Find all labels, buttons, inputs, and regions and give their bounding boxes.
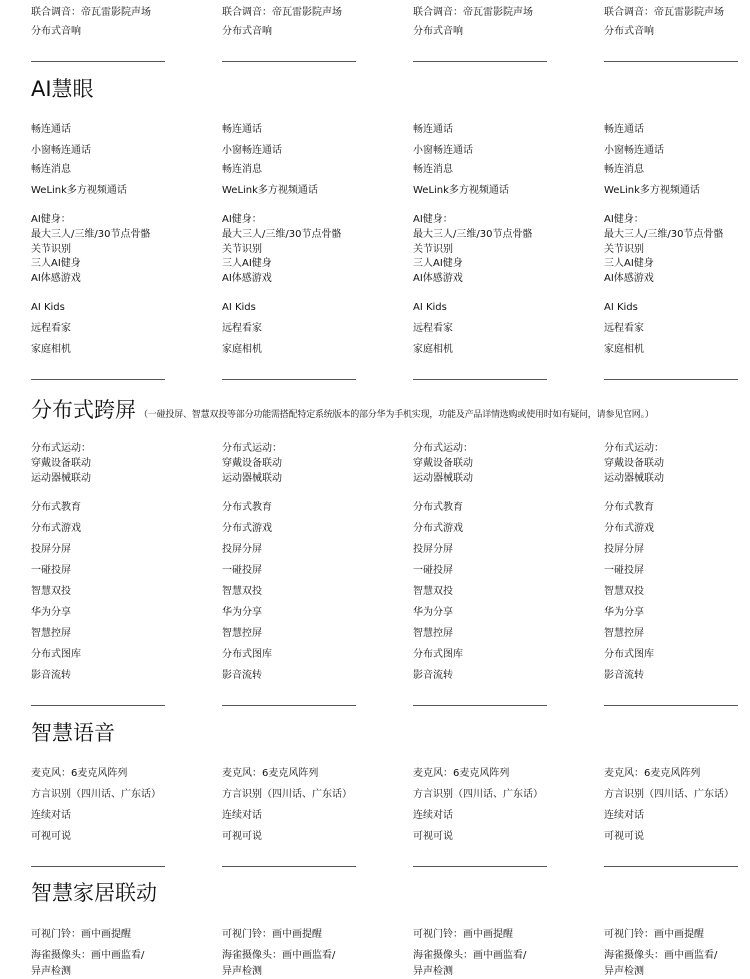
spec-line: 影音流转 [31,670,71,681]
spec-line: AI Kids [31,302,65,313]
spec-line: WeLink多方视频通话 [31,185,127,196]
spec-line: 智慧双投 [31,586,71,597]
spec-line: AI健身： [413,214,453,225]
spec-line: 可视门铃：画中画提醒 [604,929,704,940]
spec-line: 三人AI健身 [604,258,654,269]
spec-line: AI健身： [31,214,71,225]
spec-line: 方言识别（四川话、广东话） [222,789,352,800]
divider [604,379,738,380]
spec-line: 小窗畅连通话 [222,145,282,156]
spec-line: 异声检测 [413,966,453,977]
spec-line: 投屏分屏 [413,544,453,555]
spec-line: 海雀摄像头：画中画监看/ [31,950,145,961]
spec-line: 远程看家 [413,323,453,334]
spec-line: 小窗畅连通话 [604,145,664,156]
section-title-text: 智慧语音 [31,721,115,745]
spec-line: 分布式音响 [413,26,463,37]
spec-line: 异声检测 [222,966,262,977]
spec-line: 联合调音：帝瓦雷影院声场 [604,7,724,18]
spec-line: 影音流转 [413,670,453,681]
spec-line: 分布式运动： [222,443,282,454]
spec-line: 畅连消息 [222,164,262,175]
spec-line: AI体感游戏 [222,273,272,284]
spec-line: 关节识别 [413,244,453,255]
spec-line: 一碰投屏 [222,565,262,576]
spec-line: 分布式图库 [413,649,463,660]
divider [222,379,356,380]
spec-line: 华为分享 [604,607,644,618]
spec-line: 分布式图库 [222,649,272,660]
spec-line: 小窗畅连通话 [31,145,91,156]
spec-line: 畅连消息 [413,164,453,175]
spec-line: 投屏分屏 [604,544,644,555]
divider [413,379,547,380]
spec-line: 畅连消息 [604,164,644,175]
spec-line: 三人AI健身 [222,258,272,269]
spec-line: 可视可说 [31,831,71,842]
spec-line: 异声检测 [604,966,644,977]
spec-line: 麦克风：6麦克风阵列 [604,768,701,779]
spec-line: 家庭相机 [222,344,262,355]
spec-line: 关节识别 [222,244,262,255]
spec-line: AI体感游戏 [31,273,81,284]
spec-line: 分布式游戏 [222,523,272,534]
divider [604,866,738,867]
spec-line: AI Kids [222,302,256,313]
section-title-text: 分布式跨屏 [31,398,136,422]
spec-line: 家庭相机 [31,344,71,355]
spec-line: 分布式教育 [413,502,463,513]
section-title [31,879,157,907]
spec-line: 穿戴设备联动 [413,458,473,469]
spec-line: 最大三人/三维/30节点骨骼 [222,229,342,240]
divider [31,379,165,380]
spec-line: 智慧控屏 [413,628,453,639]
spec-line: 连续对话 [604,810,644,821]
spec-line: 穿戴设备联动 [604,458,664,469]
spec-line: 华为分享 [31,607,71,618]
spec-line: 分布式运动： [413,443,473,454]
spec-line: 联合调音：帝瓦雷影院声场 [31,7,151,18]
divider [222,866,356,867]
spec-line: 远程看家 [222,323,262,334]
divider [222,61,356,62]
spec-line: 畅连通话 [31,124,71,135]
spec-line: 三人AI健身 [31,258,81,269]
spec-line: 华为分享 [413,607,453,618]
spec-line: 分布式游戏 [413,523,463,534]
spec-line: 分布式图库 [604,649,654,660]
spec-line: 一碰投屏 [31,565,71,576]
section-title [31,75,94,103]
spec-line: 智慧控屏 [604,628,644,639]
spec-line: 麦克风：6麦克风阵列 [31,768,128,779]
spec-line: 投屏分屏 [31,544,71,555]
spec-line: 智慧控屏 [31,628,71,639]
spec-line: WeLink多方视频通话 [413,185,509,196]
spec-line: 远程看家 [31,323,71,334]
divider [31,705,165,706]
spec-line: 三人AI健身 [413,258,463,269]
spec-line: 可视可说 [604,831,644,842]
spec-line: 一碰投屏 [413,565,453,576]
spec-line: 华为分享 [222,607,262,618]
spec-line: 连续对话 [413,810,453,821]
spec-line: 可视门铃：画中画提醒 [413,929,513,940]
spec-line: AI Kids [413,302,447,313]
spec-line: AI Kids [604,302,638,313]
spec-line: 畅连通话 [604,124,644,135]
spec-line: WeLink多方视频通话 [604,185,700,196]
spec-line: 分布式运动： [31,443,91,454]
spec-line: 运动器械联动 [604,473,664,484]
spec-line: 分布式游戏 [604,523,654,534]
spec-line: 麦克风：6麦克风阵列 [413,768,510,779]
spec-line: 智慧控屏 [222,628,262,639]
spec-line: 异声检测 [31,966,71,977]
spec-line: 麦克风：6麦克风阵列 [222,768,319,779]
spec-line: 家庭相机 [604,344,644,355]
spec-line: 分布式音响 [31,26,81,37]
spec-line: 可视可说 [413,831,453,842]
spec-line: 家庭相机 [413,344,453,355]
divider [604,705,738,706]
spec-line: 连续对话 [31,810,71,821]
spec-line: 小窗畅连通话 [413,145,473,156]
spec-line: 分布式图库 [31,649,81,660]
spec-line: 分布式运动： [604,443,664,454]
spec-line: 分布式教育 [604,502,654,513]
spec-line: 智慧双投 [604,586,644,597]
spec-line: 影音流转 [604,670,644,681]
spec-line: 最大三人/三维/30节点骨骼 [604,229,724,240]
spec-line: AI健身： [222,214,262,225]
spec-line: 分布式游戏 [31,523,81,534]
divider [413,61,547,62]
section-title-text: AI慧眼 [31,77,94,101]
spec-line: 可视门铃：画中画提醒 [222,929,322,940]
spec-line: 运动器械联动 [413,473,473,484]
spec-line: 关节识别 [604,244,644,255]
spec-line: 分布式音响 [604,26,654,37]
spec-line: 一碰投屏 [604,565,644,576]
spec-line: 海雀摄像头：画中画监看/ [222,950,336,961]
spec-line: 影音流转 [222,670,262,681]
spec-line: 畅连消息 [31,164,71,175]
spec-line: 海雀摄像头：画中画监看/ [604,950,718,961]
spec-line: 投屏分屏 [222,544,262,555]
divider [222,705,356,706]
spec-line: 方言识别（四川话、广东话） [31,789,161,800]
spec-line: 畅连通话 [222,124,262,135]
spec-line: 智慧双投 [222,586,262,597]
divider [413,866,547,867]
spec-line: 海雀摄像头：画中画监看/ [413,950,527,961]
spec-line: AI体感游戏 [604,273,654,284]
spec-line: 连续对话 [222,810,262,821]
spec-line: 可视可说 [222,831,262,842]
spec-line: 最大三人/三维/30节点骨骼 [31,229,151,240]
spec-line: 运动器械联动 [222,473,282,484]
spec-line: 可视门铃：画中画提醒 [31,929,131,940]
spec-line: 联合调音：帝瓦雷影院声场 [222,7,342,18]
divider [413,705,547,706]
spec-line: 智慧双投 [413,586,453,597]
section-title [31,396,654,429]
spec-line: 穿戴设备联动 [31,458,91,469]
spec-line: 分布式音响 [222,26,272,37]
spec-line: WeLink多方视频通话 [222,185,318,196]
divider [31,61,165,62]
section-title [31,719,115,747]
spec-line: 分布式教育 [31,502,81,513]
spec-line: 分布式教育 [222,502,272,513]
divider [604,61,738,62]
section-title-text: 智慧家居联动 [31,881,157,905]
spec-line: 联合调音：帝瓦雷影院声场 [413,7,533,18]
spec-line: AI体感游戏 [413,273,463,284]
divider [31,866,165,867]
spec-line: 畅连通话 [413,124,453,135]
section-note: （一碰投屏、智慧双投等部分功能需搭配特定系统版本的部分华为手机实现，功能及产品详情选购或使用时如有疑问，请参见官网。） [139,410,654,420]
spec-line: 关节识别 [31,244,71,255]
spec-line: 远程看家 [604,323,644,334]
spec-line: 穿戴设备联动 [222,458,282,469]
spec-line: 方言识别（四川话、广东话） [413,789,543,800]
spec-line: 最大三人/三维/30节点骨骼 [413,229,533,240]
spec-line: AI健身： [604,214,644,225]
spec-line: 方言识别（四川话、广东话） [604,789,734,800]
spec-line: 运动器械联动 [31,473,91,484]
